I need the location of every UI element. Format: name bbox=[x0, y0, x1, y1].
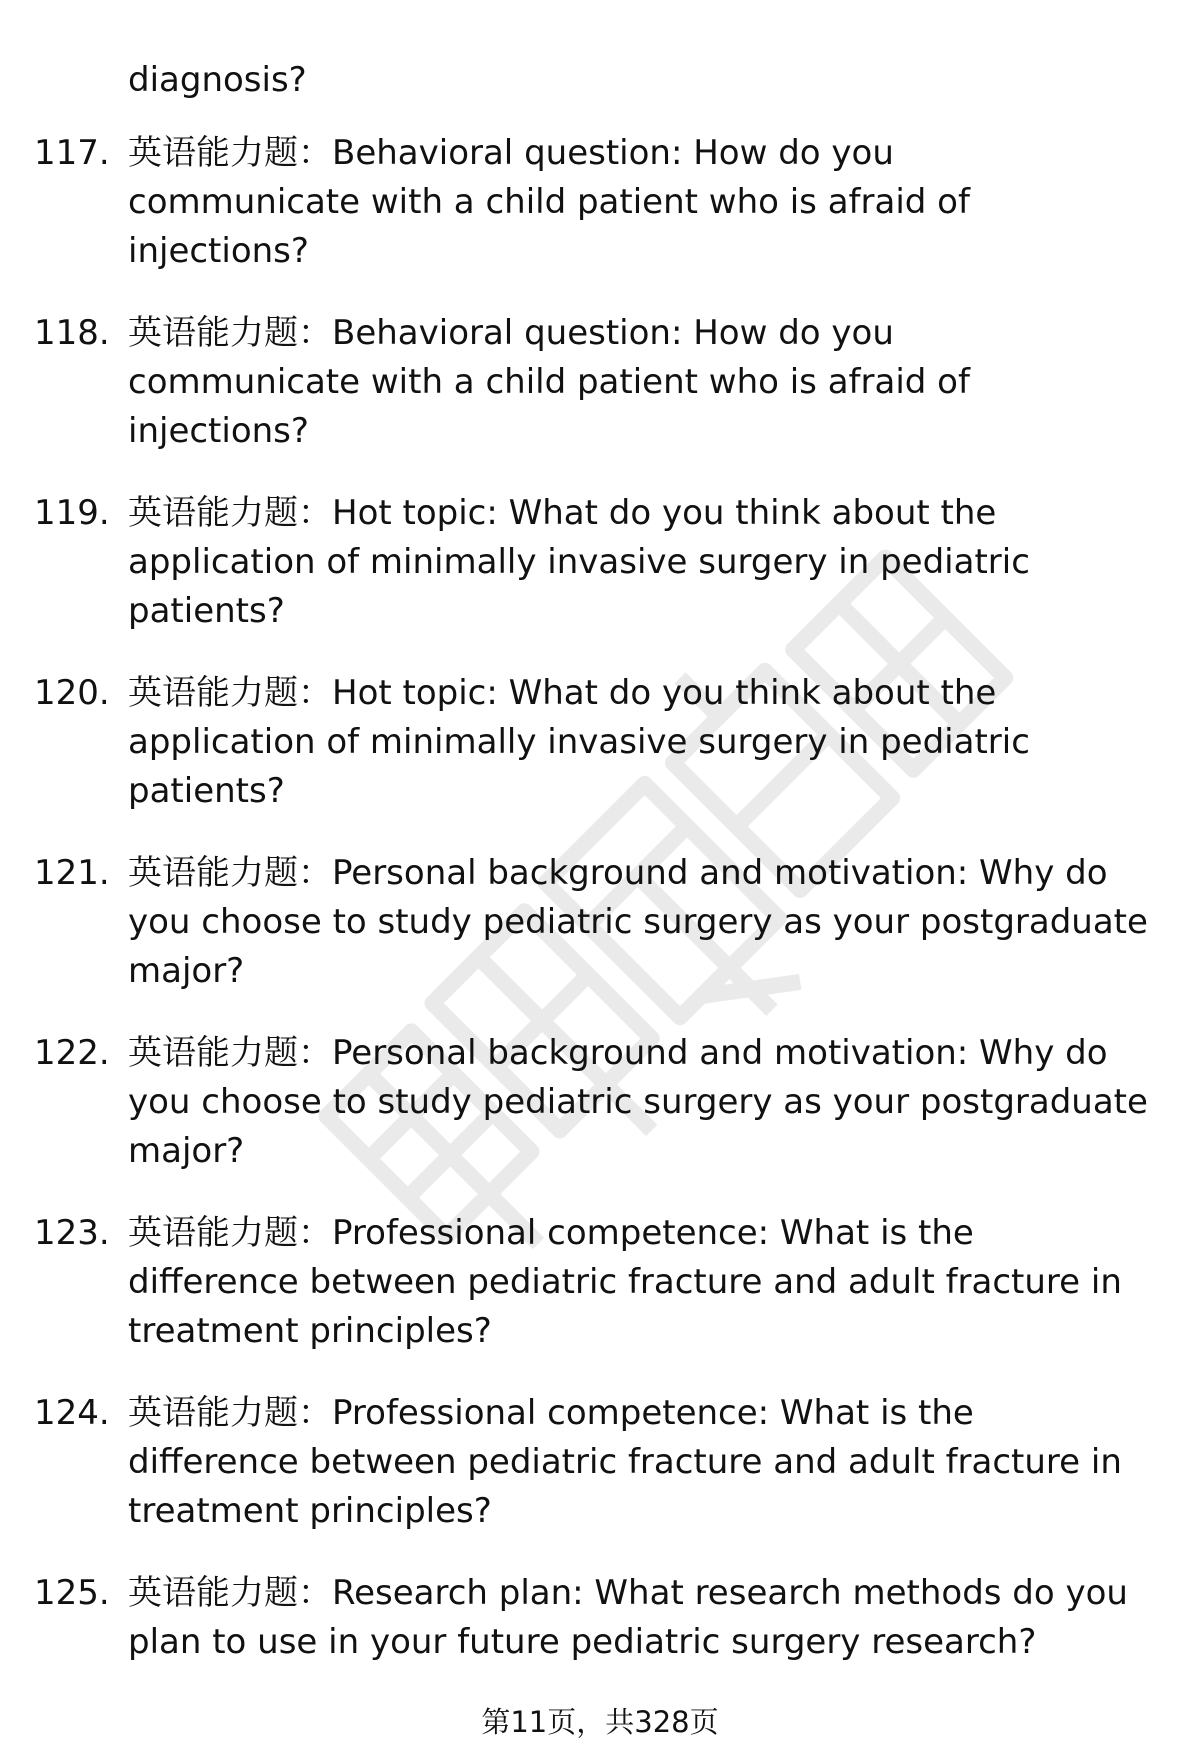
question-line: 英语能力题：Behavioral question: How do you bbox=[128, 313, 894, 353]
question-line: treatment principles? bbox=[128, 1311, 492, 1351]
question-line: 英语能力题：Behavioral question: How do you bbox=[128, 133, 894, 173]
question-text bbox=[128, 849, 1188, 996]
question-text bbox=[128, 669, 1188, 816]
question-text bbox=[128, 489, 1188, 636]
question-text bbox=[128, 1389, 1188, 1536]
question-text bbox=[128, 309, 1188, 456]
question-number: 124. bbox=[34, 1393, 110, 1433]
question-line: 英语能力题：Personal background and motivation: Why do bbox=[128, 853, 1108, 893]
question-number: 121. bbox=[34, 853, 110, 893]
question-line: major? bbox=[128, 951, 245, 991]
question-number: 125. bbox=[34, 1573, 110, 1613]
question-line: application of minimally invasive surgery in pediatric bbox=[128, 722, 1030, 762]
question-text bbox=[128, 1029, 1188, 1176]
question-line: 英语能力题：Professional competence: What is the bbox=[128, 1393, 974, 1433]
question-number: 120. bbox=[34, 673, 110, 713]
continuation-text: diagnosis? bbox=[128, 60, 307, 100]
question-item bbox=[0, 309, 1200, 456]
question-line: patients? bbox=[128, 771, 285, 811]
question-item bbox=[0, 129, 1200, 276]
question-item bbox=[0, 669, 1200, 816]
question-item bbox=[0, 1209, 1200, 1356]
question-line: communicate with a child patient who is afraid of bbox=[128, 362, 970, 402]
question-text bbox=[128, 1209, 1188, 1356]
question-number: 117. bbox=[34, 133, 110, 173]
question-number: 123. bbox=[34, 1213, 110, 1253]
question-line: 英语能力题：Hot topic: What do you think about the bbox=[128, 673, 997, 713]
question-item bbox=[0, 1389, 1200, 1536]
question-line: 英语能力题：Professional competence: What is the bbox=[128, 1213, 974, 1253]
question-line: 英语能力题：Personal background and motivation: Why do bbox=[128, 1033, 1108, 1073]
question-number: 119. bbox=[34, 493, 110, 533]
question-line: plan to use in your future pediatric surgery research? bbox=[128, 1622, 1037, 1662]
question-item bbox=[0, 1029, 1200, 1176]
question-line: 英语能力题：Research plan: What research methods do you bbox=[128, 1573, 1128, 1613]
question-number: 118. bbox=[34, 313, 110, 353]
page-number-footer: 第11页，共328页 bbox=[481, 1705, 719, 1739]
question-number: 122. bbox=[34, 1033, 110, 1073]
question-line: treatment principles? bbox=[128, 1491, 492, 1531]
question-item bbox=[0, 1569, 1200, 1716]
question-line: difference between pediatric fracture and adult fracture in bbox=[128, 1442, 1122, 1482]
question-line: application of minimally invasive surgery in pediatric bbox=[128, 542, 1030, 582]
question-line: injections? bbox=[128, 411, 309, 451]
question-line: you choose to study pediatric surgery as your postgraduate bbox=[128, 902, 1148, 942]
question-text bbox=[128, 129, 1188, 276]
question-item bbox=[0, 489, 1200, 636]
question-line: injections? bbox=[128, 231, 309, 271]
question-line: communicate with a child patient who is afraid of bbox=[128, 182, 970, 222]
question-line: you choose to study pediatric surgery as your postgraduate bbox=[128, 1082, 1148, 1122]
question-item bbox=[0, 849, 1200, 996]
question-text bbox=[128, 1569, 1188, 1667]
question-line: difference between pediatric fracture and adult fracture in bbox=[128, 1262, 1122, 1302]
question-line: major? bbox=[128, 1131, 245, 1171]
question-line: 英语能力题：Hot topic: What do you think about the bbox=[128, 493, 997, 533]
question-line: patients? bbox=[128, 591, 285, 631]
